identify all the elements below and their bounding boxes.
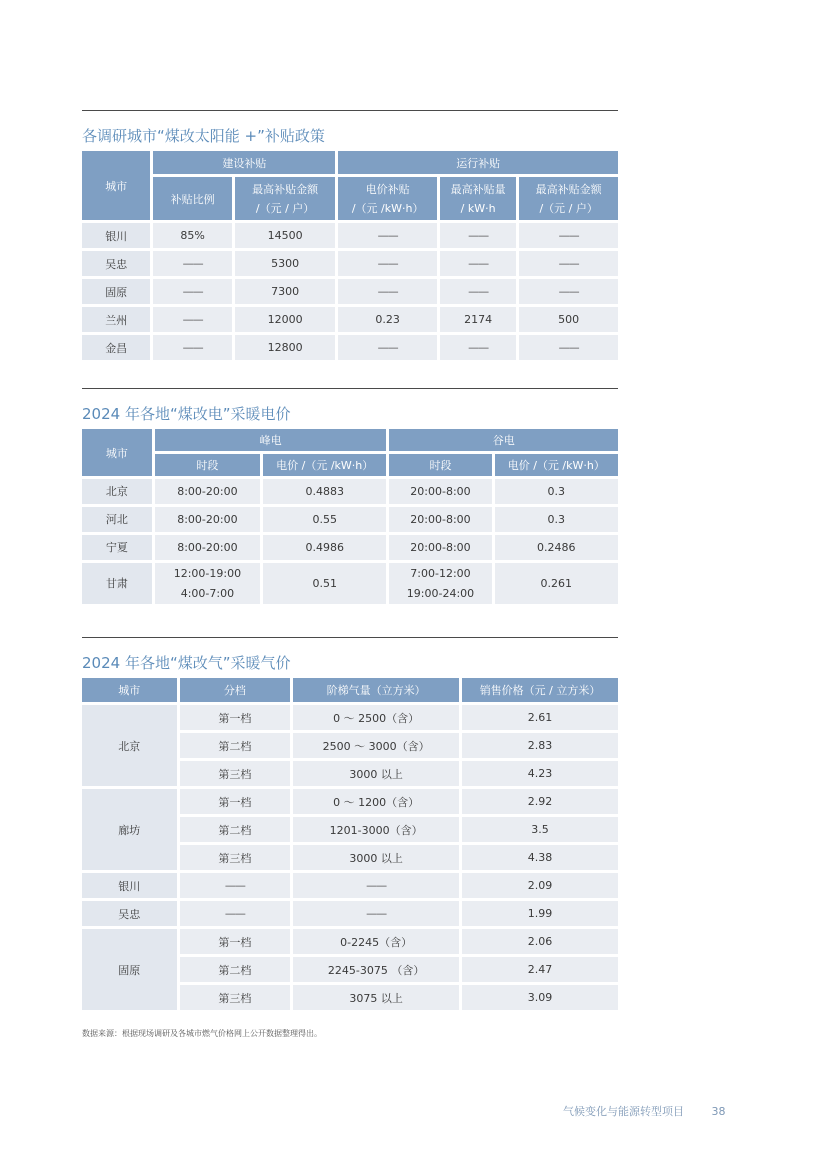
cell-sales-price: 4.38: [462, 845, 618, 870]
cell-max-subsidy-amount-2: ——: [519, 335, 618, 360]
header-subsidy-ratio: 补贴比例: [153, 177, 231, 220]
cell-max-subsidy-amount: 5300: [235, 251, 336, 276]
header-price-subsidy: 电价补贴 /（元 /kW·h）: [338, 177, 437, 220]
header-city: 城市: [82, 678, 177, 702]
cell-subsidy-ratio: ——: [153, 279, 231, 304]
table-row: [82, 279, 618, 304]
header-construction-subsidy: 建设补贴: [153, 151, 335, 174]
cell-city: 金昌: [82, 335, 150, 360]
header-city: 城市: [82, 151, 150, 220]
table-row: [82, 929, 618, 954]
section-rule: [82, 110, 618, 111]
cell-peak-price: 0.4883: [263, 479, 386, 504]
cell-tier: 第一档: [180, 705, 291, 730]
cell-tier-volume: 3000 以上: [293, 761, 459, 786]
cell-city: 北京: [82, 705, 177, 786]
cell-max-subsidy-quantity: ——: [440, 279, 516, 304]
cell-city: 兰州: [82, 307, 150, 332]
section-gas-heating-price: [82, 637, 618, 1013]
cell-tier-volume: ——: [293, 873, 459, 898]
cell-price-subsidy: ——: [338, 223, 437, 248]
cell-subsidy-ratio: 85%: [153, 223, 231, 248]
cell-tier: 第二档: [180, 733, 291, 758]
section-rule: [82, 388, 618, 389]
table-row: [82, 563, 618, 604]
cell-tier: 第三档: [180, 985, 291, 1010]
cell-price-subsidy: ——: [338, 251, 437, 276]
cell-tier: ——: [180, 873, 291, 898]
cell-tier-volume: 1201-3000（含）: [293, 817, 459, 842]
cell-max-subsidy-quantity: ——: [440, 251, 516, 276]
cell-tier-volume: 2245-3075 （含）: [293, 957, 459, 982]
cell-sales-price: 1.99: [462, 901, 618, 926]
cell-tier-volume: 2500 ～ 3000（含）: [293, 733, 459, 758]
cell-tier-volume: 3000 以上: [293, 845, 459, 870]
cell-sales-price: 2.61: [462, 705, 618, 730]
cell-tier: 第三档: [180, 761, 291, 786]
header-max-subsidy-quantity: 最高补贴量 / kW·h: [440, 177, 516, 220]
cell-tier-volume: ——: [293, 901, 459, 926]
cell-max-subsidy-quantity: ——: [440, 335, 516, 360]
cell-peak-price: 0.51: [263, 563, 386, 604]
header-max-subsidy-amount: 最高补贴金额 /（元 / 户）: [235, 177, 336, 220]
cell-city: 固原: [82, 929, 177, 1010]
cell-max-subsidy-amount: 14500: [235, 223, 336, 248]
cell-city: 银川: [82, 873, 177, 898]
section-rule: [82, 637, 618, 638]
cell-city: 固原: [82, 279, 150, 304]
cell-sales-price: 2.83: [462, 733, 618, 758]
header-peak-period: 时段: [155, 454, 260, 476]
cell-max-subsidy-amount: 7300: [235, 279, 336, 304]
cell-peak-period: 8:00-20:00: [155, 507, 260, 532]
cell-tier: 第二档: [180, 957, 291, 982]
cell-city: 廊坊: [82, 789, 177, 870]
cell-tier: 第二档: [180, 817, 291, 842]
cell-city: 北京: [82, 479, 152, 504]
cell-max-subsidy-amount: 12000: [235, 307, 336, 332]
cell-tier-volume: 0-2245（含）: [293, 929, 459, 954]
table-row: [82, 705, 618, 730]
header-max-subsidy-amount-2: 最高补贴金额 /（元 / 户）: [519, 177, 618, 220]
table-row: [82, 873, 618, 898]
cell-city: 吴忠: [82, 901, 177, 926]
cell-max-subsidy-amount-2: ——: [519, 251, 618, 276]
section-electric-heating-price: [82, 388, 618, 607]
table-row: [82, 335, 618, 360]
cell-city: 河北: [82, 507, 152, 532]
header-sales-price: 销售价格（元 / 立方米）: [462, 678, 618, 702]
header-tier-volume: 阶梯气量（立方米）: [293, 678, 459, 702]
cell-max-subsidy-quantity: 2174: [440, 307, 516, 332]
gas-price-table: [79, 675, 621, 1013]
cell-tier-volume: 0 ～ 1200（含）: [293, 789, 459, 814]
cell-peak-period: 12:00-19:00 4:00-7:00: [155, 563, 260, 604]
cell-price-subsidy: ——: [338, 335, 437, 360]
cell-sales-price: 2.92: [462, 789, 618, 814]
cell-peak-price: 0.55: [263, 507, 386, 532]
cell-max-subsidy-amount: 12800: [235, 335, 336, 360]
footer-project-name: 气候变化与能源转型项目: [563, 1105, 684, 1118]
solar-subsidy-table: [79, 148, 621, 363]
cell-subsidy-ratio: ——: [153, 335, 231, 360]
cell-tier-volume: 3075 以上: [293, 985, 459, 1010]
header-city: 城市: [82, 429, 152, 476]
header-valley-period: 时段: [389, 454, 491, 476]
cell-price-subsidy: 0.23: [338, 307, 437, 332]
table-row: [82, 789, 618, 814]
electric-price-table: [79, 426, 621, 607]
cell-valley-period: 20:00-8:00: [389, 479, 491, 504]
cell-city: 宁夏: [82, 535, 152, 560]
table-row: [82, 535, 618, 560]
section-title: 2024 年各地“煤改电”采暖电价: [82, 405, 291, 423]
cell-sales-price: 2.06: [462, 929, 618, 954]
table-row: [82, 223, 618, 248]
cell-max-subsidy-amount-2: ——: [519, 279, 618, 304]
table-row: [82, 901, 618, 926]
cell-sales-price: 2.47: [462, 957, 618, 982]
cell-tier-volume: 0 ～ 2500（含）: [293, 705, 459, 730]
cell-sales-price: 3.09: [462, 985, 618, 1010]
cell-peak-price: 0.4986: [263, 535, 386, 560]
cell-tier: 第三档: [180, 845, 291, 870]
page-number: 38: [711, 1105, 726, 1118]
header-valley-price: 电价 /（元 /kW·h）: [495, 454, 618, 476]
header-operation-subsidy: 运行补贴: [338, 151, 618, 174]
cell-valley-period: 7:00-12:00 19:00-24:00: [389, 563, 491, 604]
cell-max-subsidy-amount-2: ——: [519, 223, 618, 248]
table-row: [82, 251, 618, 276]
cell-subsidy-ratio: ——: [153, 251, 231, 276]
section-solar-subsidy: [82, 110, 618, 363]
page-footer: [563, 1103, 726, 1119]
cell-max-subsidy-amount-2: 500: [519, 307, 618, 332]
data-source-note: 数据来源：根据现场调研及各城市燃气价格网上公开数据整理得出。: [82, 1029, 322, 1038]
table-row: [82, 479, 618, 504]
header-valley: 谷电: [389, 429, 618, 451]
table-row: [82, 307, 618, 332]
header-peak: 峰电: [155, 429, 387, 451]
cell-price-subsidy: ——: [338, 279, 437, 304]
section-title: 各调研城市“煤改太阳能 +”补贴政策: [82, 127, 325, 145]
cell-subsidy-ratio: ——: [153, 307, 231, 332]
header-peak-price: 电价 /（元 /kW·h）: [263, 454, 386, 476]
cell-valley-period: 20:00-8:00: [389, 507, 491, 532]
section-title: 2024 年各地“煤改气”采暖气价: [82, 654, 291, 672]
cell-valley-price: 0.261: [495, 563, 618, 604]
cell-city: 吴忠: [82, 251, 150, 276]
cell-sales-price: 3.5: [462, 817, 618, 842]
cell-tier: 第一档: [180, 789, 291, 814]
cell-peak-period: 8:00-20:00: [155, 479, 260, 504]
cell-valley-price: 0.3: [495, 507, 618, 532]
table-row: [82, 507, 618, 532]
cell-city: 甘肃: [82, 563, 152, 604]
cell-tier: ——: [180, 901, 291, 926]
cell-sales-price: 4.23: [462, 761, 618, 786]
cell-tier: 第一档: [180, 929, 291, 954]
header-tier: 分档: [180, 678, 291, 702]
cell-city: 银川: [82, 223, 150, 248]
cell-valley-price: 0.2486: [495, 535, 618, 560]
cell-peak-period: 8:00-20:00: [155, 535, 260, 560]
cell-valley-price: 0.3: [495, 479, 618, 504]
cell-valley-period: 20:00-8:00: [389, 535, 491, 560]
cell-max-subsidy-quantity: ——: [440, 223, 516, 248]
cell-sales-price: 2.09: [462, 873, 618, 898]
